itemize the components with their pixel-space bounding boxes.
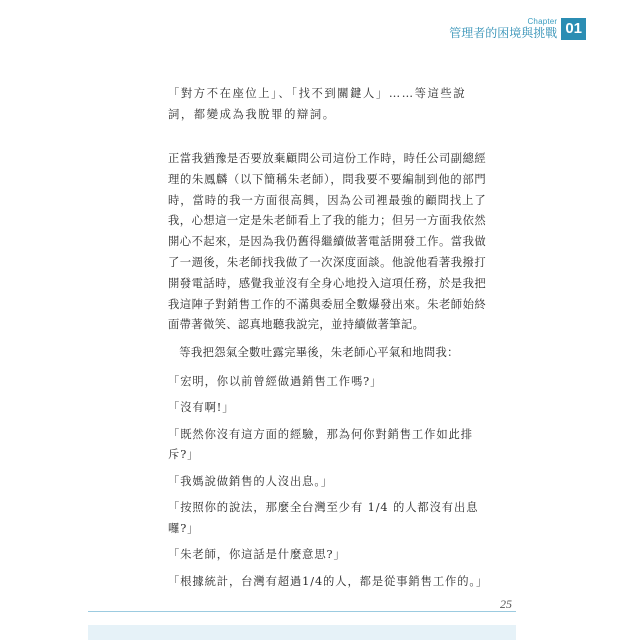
intro-paragraph: 「對方不在座位上」、「找不到關鍵人」……等這些說詞，都變成為我脫罪的辯詞。 [168,87,467,121]
dialogue-line: 「我媽說做銷售的人沒出息。」 [168,474,334,488]
transition-paragraph: 等我把怨氣全數吐露完畢後，朱老師心平氣和地問我： [179,346,459,360]
chapter-heading [449,18,557,40]
footer-divider [88,611,516,612]
chapter-header [449,18,586,40]
dialogue-line: 「宏明，你以前曾經做過銷售工作嗎?」 [168,374,383,388]
chapter-label: Chapter [527,17,558,26]
dialogue-line: 「沒有啊!」 [168,401,235,415]
dialogue-line: 「按照你的說法，那麼全台灣至少有 1/4 的人都沒有出息囉?」 [168,501,479,535]
footer-band [88,625,516,640]
page-body [168,84,489,598]
dialogue-line: 「朱老師，你這話是什麼意思?」 [168,548,346,562]
dialogue-line: 「既然你沒有這方面的經驗，那為何你對銷售工作如此排斥?」 [168,427,473,462]
page-number: 25 [500,597,512,611]
story-paragraph: 正當我猶豫是否要放棄顧問公司這份工作時，時任公司副總經理的朱鳳麟（以下簡稱朱老師），問我要不要編制到他的部門時，當時的我一方面很高興，因為公司裡最強的顧問找上了我，心想這一定是朱老師看上了我的能力；但另一方面我依然開心不起來，是因為我仍舊得繼續做著電話開發工作。當我做了一週後，朱老師找我做了一次深度面談。他說他看著我撥打開發電話時，感覺我並沒有全身心地投入這項任務，於是我把我這陣子對銷售工作的不滿與委屈全數爆發出來。朱老師始終面帶著微笑、認真地聽我說完，並持續做著筆記。 [168,152,486,332]
chapter-number-badge: 01 [561,18,586,40]
chapter-title: 管理者的困境與挑戰 [449,26,558,40]
dialogue-line: 「根據統計，台灣有超過1/4的人，都是從事銷售工作的。」 [168,574,489,588]
